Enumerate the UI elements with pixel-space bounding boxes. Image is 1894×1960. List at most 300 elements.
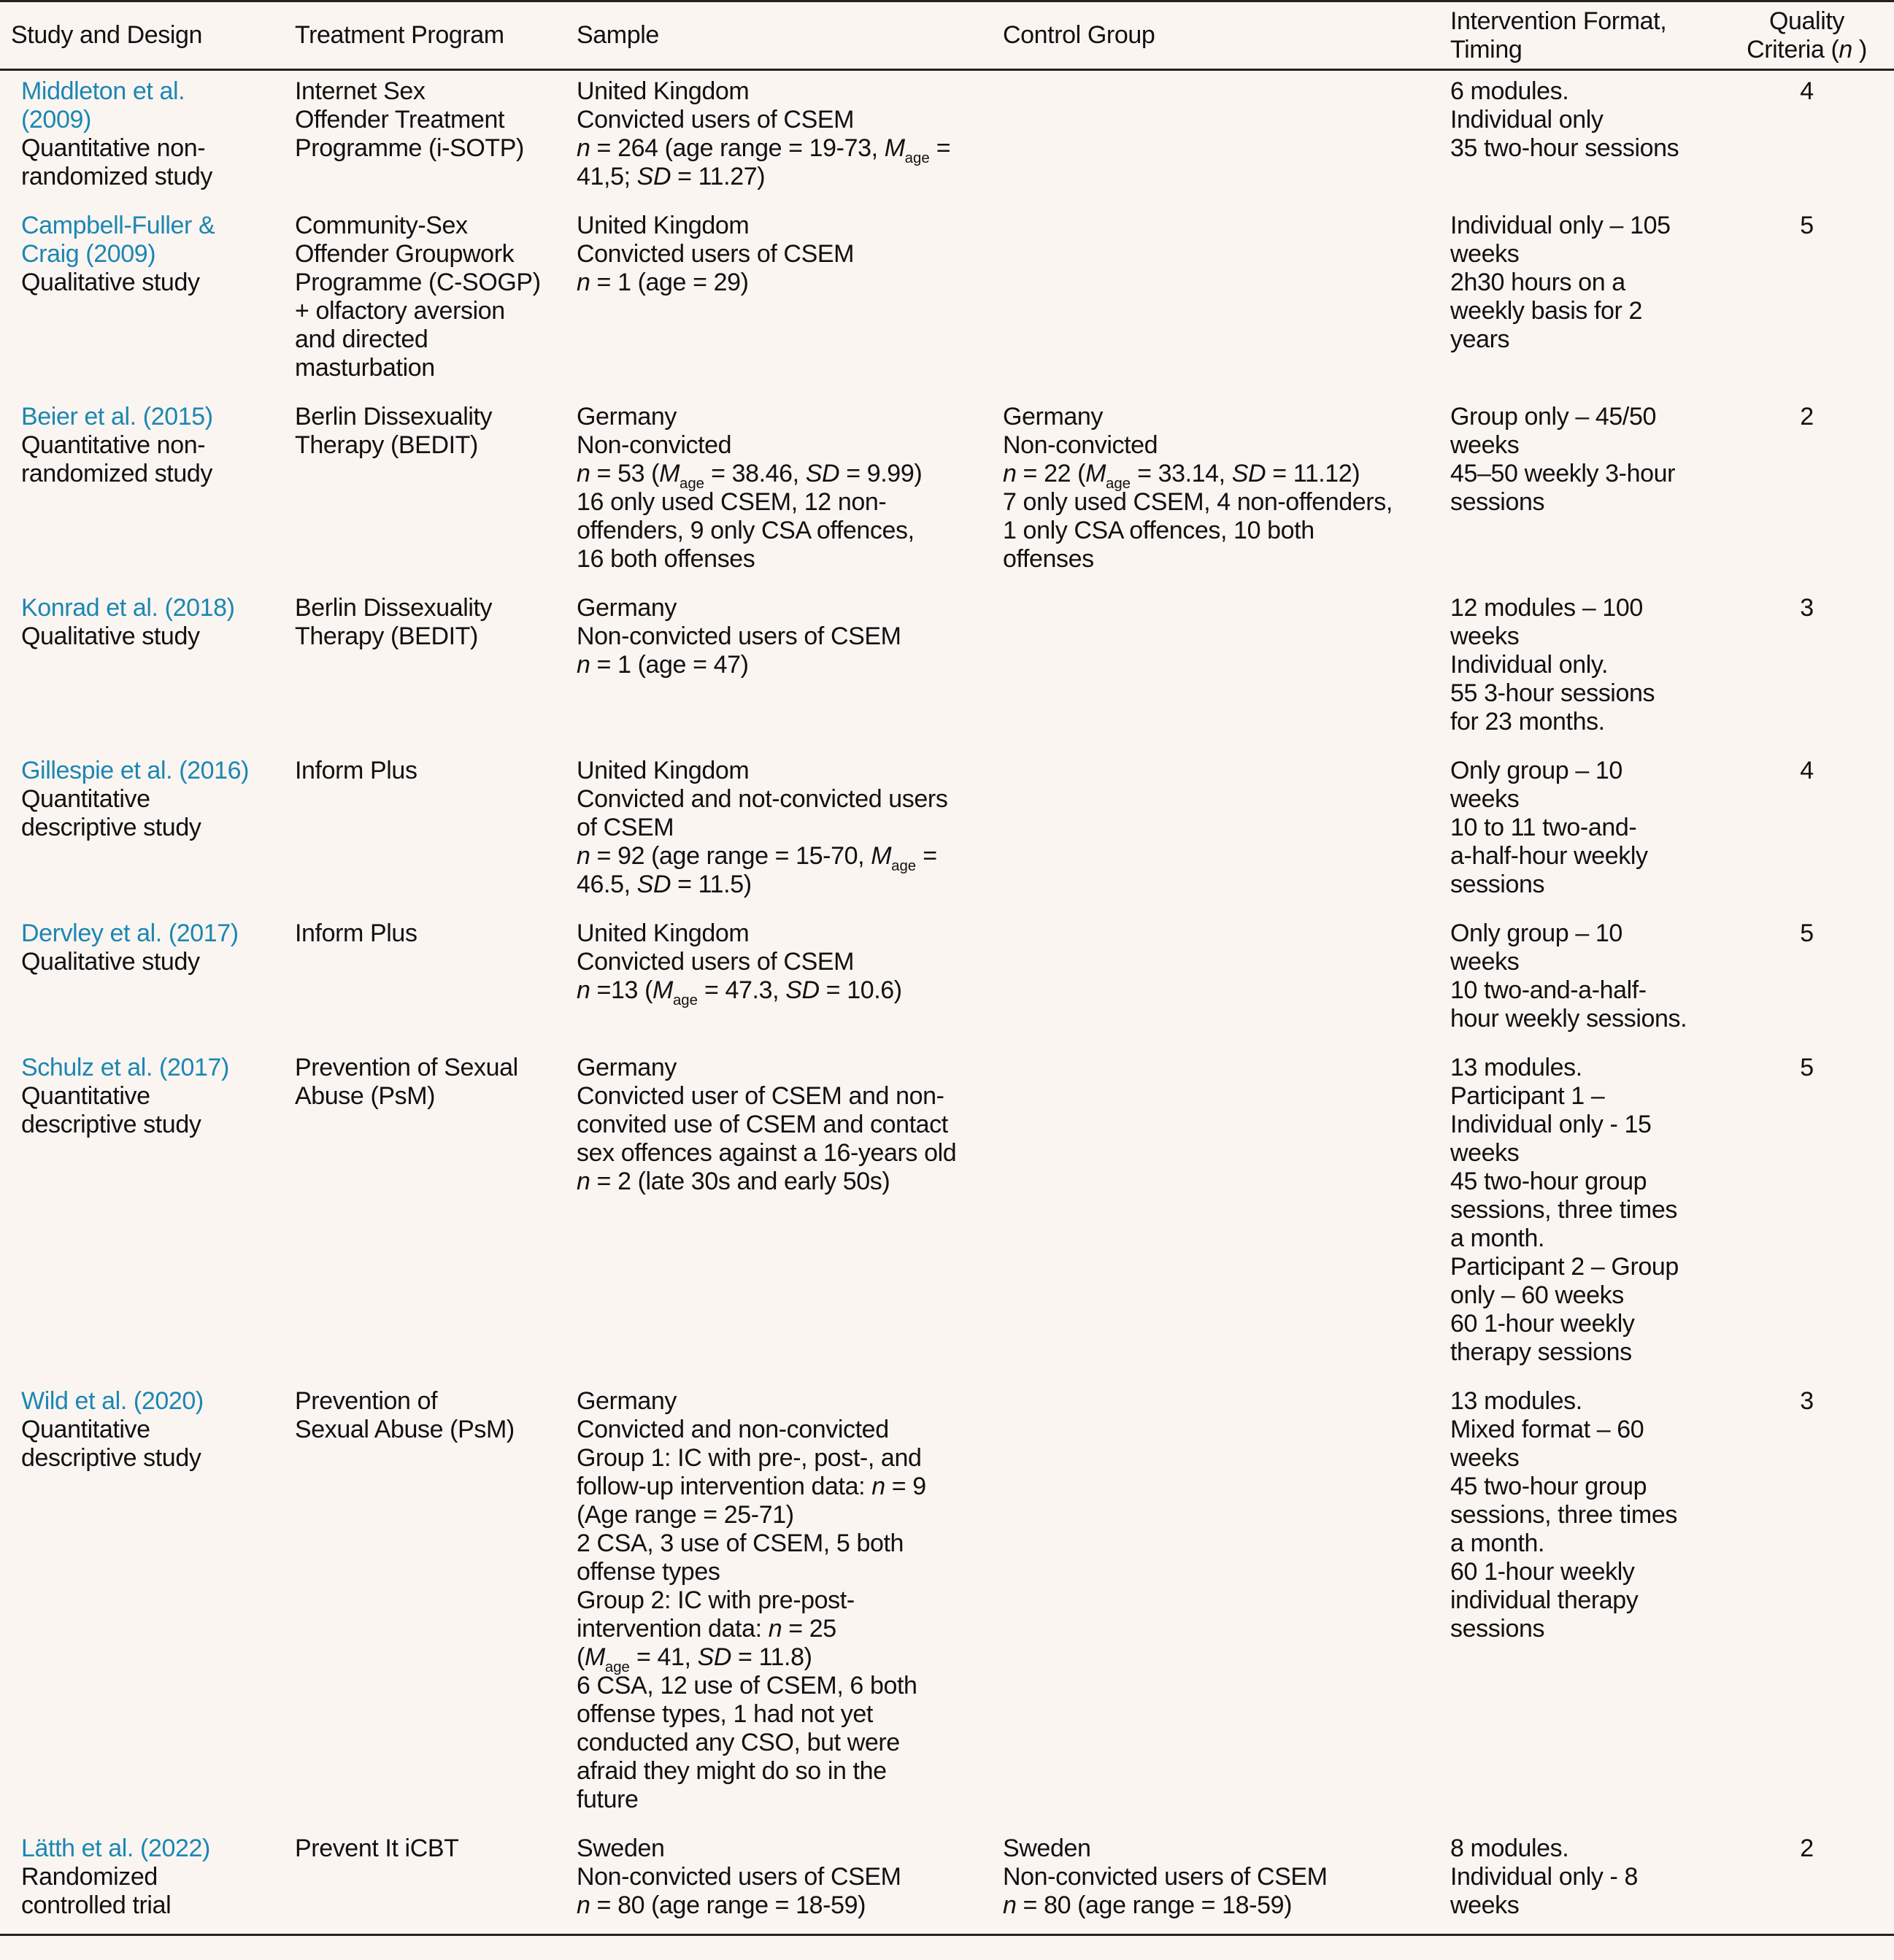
cell-line: Offender Groupwork	[295, 240, 515, 268]
cell-line: afraid they might do so in the	[577, 1757, 887, 1785]
text-segment: = 11.12)	[1266, 460, 1360, 487]
cell-line: Prevention of	[295, 1387, 438, 1415]
intervention-format-cell	[1440, 1828, 1730, 1935]
italic-symbol: n	[577, 134, 590, 162]
text-segment: = 2 (late 30s and early 50s)	[590, 1168, 890, 1195]
study-reference-link[interactable]	[21, 212, 285, 269]
cell-line	[577, 1643, 993, 1676]
cell-line: weeks	[1450, 1139, 1520, 1167]
study-design-cell	[0, 913, 285, 1047]
italic-symbol: SD	[1231, 460, 1266, 487]
cell-line	[577, 1615, 993, 1643]
italic-symbol: n	[1003, 460, 1017, 487]
sample-cell	[566, 70, 993, 206]
cell-line: sex offences against a 16-years old	[577, 1139, 957, 1167]
text-segment: follow-up intervention data:	[577, 1473, 872, 1500]
sample-cell	[566, 750, 993, 913]
italic-symbol: n	[1839, 35, 1852, 63]
cell-line: conducted any CSO, but were	[577, 1729, 900, 1756]
study-design-cell	[0, 1381, 285, 1828]
treatment-program-cell	[285, 913, 566, 1047]
cell-line: therapy sessions	[1450, 1338, 1632, 1366]
cell-line: weeks	[1450, 622, 1520, 650]
italic-symbol: n	[577, 842, 590, 870]
header-label: Study and Design	[11, 21, 202, 49]
cell-line: Berlin Dissexuality	[295, 594, 493, 622]
table-row	[0, 587, 1894, 750]
italic-symbol: n	[577, 651, 590, 679]
cell-line: individual therapy	[1450, 1586, 1639, 1614]
cell-line	[577, 1891, 993, 1920]
text-segment: = 25	[782, 1615, 836, 1643]
cell-line	[577, 1168, 993, 1196]
study-reference-link[interactable]	[21, 77, 285, 134]
cell-line: 7 only used CSEM, 4 non-offenders,	[1003, 488, 1393, 516]
cell-line: sessions, three times	[1450, 1501, 1677, 1529]
cell-line[interactable]: Lätth et al. (2022)	[21, 1834, 210, 1862]
cell-line	[577, 842, 993, 875]
cell-line: Qualitative study	[21, 948, 200, 976]
text-segment: = 9	[885, 1473, 926, 1500]
cell-line: a-half-hour weekly	[1450, 842, 1648, 870]
text-segment: = 38.46,	[704, 460, 806, 487]
cell-line: Non-convicted users of CSEM	[1003, 1863, 1328, 1891]
intervention-format-cell	[1440, 913, 1730, 1047]
table-row	[0, 396, 1894, 587]
cell-line: Qualitative study	[21, 622, 200, 650]
quality-criteria-cell: 5	[1800, 919, 1814, 947]
cell-line[interactable]: Gillespie et al. (2016)	[21, 757, 250, 784]
cell-line: randomized study	[21, 460, 212, 487]
italic-symbol: SD	[697, 1643, 732, 1671]
text-segment: = 264 (age range = 19-73,	[590, 134, 885, 162]
text-segment: intervention data:	[577, 1615, 769, 1643]
subscript: age	[672, 992, 698, 1009]
cell-line: descriptive study	[21, 814, 201, 841]
cell-line	[577, 871, 993, 899]
cell-line: a month.	[1450, 1529, 1545, 1557]
text-segment: = 80 (age range = 18-59)	[590, 1891, 866, 1919]
cell-line: offense types, 1 had not yet	[577, 1700, 873, 1728]
cell-line: Convicted and not-convicted users	[577, 785, 948, 813]
study-reference-link[interactable]	[21, 1834, 285, 1863]
treatment-program-cell	[285, 396, 566, 587]
cell-line: Abuse (PsM)	[295, 1082, 436, 1110]
cell-line: 60 1-hour weekly	[1450, 1558, 1635, 1586]
table-row	[0, 1047, 1894, 1381]
cell-line: 10 two-and-a-half-	[1450, 976, 1647, 1004]
cell-line: Group only – 45/50	[1450, 403, 1656, 431]
cell-line[interactable]: Dervley et al. (2017)	[21, 919, 239, 947]
cell-line: offense types	[577, 1558, 720, 1586]
cell-line: Therapy (BEDIT)	[295, 622, 478, 650]
quality-criteria-cell: 4	[1800, 77, 1814, 105]
cell-line: Germany	[577, 403, 677, 431]
table-row	[0, 1381, 1894, 1828]
cell-line[interactable]: Konrad et al. (2018)	[21, 594, 235, 622]
study-reference-link[interactable]	[21, 403, 285, 431]
treatment-program-cell	[285, 750, 566, 913]
study-design-cell	[0, 205, 285, 396]
italic-symbol: M	[1085, 460, 1106, 487]
table-body	[0, 70, 1894, 1935]
sample-cell	[566, 1047, 993, 1381]
quality-criteria-cell: 2	[1800, 403, 1814, 431]
intervention-format-cell	[1440, 587, 1730, 750]
cell-line: Quantitative	[21, 785, 150, 813]
study-reference-link[interactable]	[21, 1054, 285, 1082]
italic-symbol: n	[1003, 1891, 1017, 1919]
cell-line: 16 both offenses	[577, 545, 755, 573]
cell-line: 45 two-hour group	[1450, 1473, 1647, 1500]
intervention-format-cell	[1440, 396, 1730, 587]
cell-line: Germany	[577, 1387, 677, 1415]
table-row	[0, 750, 1894, 913]
cell-line: Convicted and non-convicted	[577, 1416, 889, 1443]
cell-line: Germany	[577, 1054, 677, 1081]
cell-line: Community-Sex	[295, 212, 468, 239]
study-reference-link[interactable]	[21, 1387, 285, 1416]
cell-line: 13 modules.	[1450, 1387, 1582, 1415]
cell-line: Therapy (BEDIT)	[295, 431, 478, 459]
study-design-cell	[0, 587, 285, 750]
study-reference-link[interactable]	[21, 757, 285, 785]
sample-cell	[566, 396, 993, 587]
cell-line	[577, 651, 993, 679]
treatment-program-cell	[285, 1381, 566, 1828]
cell-line: 2h30 hours on a	[1450, 269, 1625, 296]
subscript: age	[1106, 476, 1131, 493]
control-group-cell	[993, 913, 1440, 1047]
cell-line: Randomized	[21, 1863, 158, 1891]
italic-symbol: M	[652, 976, 673, 1004]
cell-line: weeks	[1450, 1444, 1520, 1472]
cell-line: 35 two-hour sessions	[1450, 134, 1679, 162]
cell-line: only – 60 weeks	[1450, 1281, 1624, 1309]
cell-line: 6 CSA, 12 use of CSEM, 6 both	[577, 1672, 917, 1699]
quality-criteria-cell: 5	[1800, 1054, 1814, 1081]
cell-line: United Kingdom	[577, 77, 750, 105]
text-segment: = 47.3,	[697, 976, 786, 1004]
cell-line: 45 two-hour group	[1450, 1168, 1647, 1195]
subscript: age	[891, 858, 917, 875]
treatment-program-cell	[285, 1047, 566, 1381]
italic-symbol: n	[577, 460, 590, 487]
cell-line: masturbation	[295, 354, 435, 382]
subscript: age	[680, 476, 705, 493]
table-header-row	[0, 1, 1894, 70]
cell-line: Non-convicted users of CSEM	[577, 622, 901, 650]
cell-line: United Kingdom	[577, 757, 750, 784]
cell-line[interactable]: Wild et al. (2020)	[21, 1387, 204, 1415]
text-segment: )	[1852, 35, 1867, 63]
intervention-format-cell	[1440, 70, 1730, 206]
cell-line: future	[577, 1786, 639, 1813]
italic-symbol: M	[659, 460, 680, 487]
text-segment: =	[929, 134, 951, 162]
cell-line: Quality	[1768, 7, 1845, 35]
intervention-format-cell	[1440, 1381, 1730, 1828]
cell-line: Qualitative study	[21, 269, 200, 296]
cell-line: 45–50 weekly 3-hour	[1450, 460, 1676, 487]
cell-line: weeks	[1450, 1891, 1520, 1919]
cell-line: Sweden	[577, 1834, 665, 1862]
italic-symbol: M	[884, 134, 905, 162]
cell-line: controlled trial	[21, 1891, 172, 1919]
text-segment: Criteria (	[1747, 35, 1839, 63]
table-row	[0, 70, 1894, 206]
subscript: age	[604, 1659, 630, 1676]
text-segment: =	[916, 842, 937, 870]
intervention-format-cell	[1440, 1047, 1730, 1381]
cell-line: offenses	[1003, 545, 1094, 573]
table-row	[0, 913, 1894, 1047]
cell-line: 13 modules.	[1450, 1054, 1582, 1081]
cell-line: 60 1-hour weekly	[1450, 1310, 1635, 1338]
cell-line: 1 only CSA offences, 10 both	[1003, 517, 1314, 544]
italic-symbol: M	[584, 1643, 605, 1671]
header-intervention-format	[1440, 1, 1730, 70]
cell-line	[1730, 36, 1884, 64]
cell-line: Individual only - 8	[1450, 1863, 1638, 1891]
treatment-program-cell	[285, 70, 566, 206]
cell-line: weeks	[1450, 785, 1520, 813]
cell-line: weeks	[1450, 431, 1520, 459]
cell-line: randomized study	[21, 163, 212, 190]
cell-line: sessions	[1450, 871, 1545, 898]
cell-line: Programme (i-SOTP)	[295, 134, 524, 162]
cell-line: Individual only – 105	[1450, 212, 1671, 239]
cell-line: Convicted users of CSEM	[577, 240, 855, 268]
cell-line: Convicted users of CSEM	[577, 106, 855, 134]
cell-line: years	[1450, 325, 1510, 353]
text-segment: = 11.5)	[671, 871, 752, 898]
cell-line	[577, 976, 993, 1009]
quality-criteria-cell: 3	[1800, 1387, 1814, 1415]
text-segment: = 80 (age range = 18-59)	[1016, 1891, 1293, 1919]
cell-line: weeks	[1450, 240, 1520, 268]
intervention-format-cell	[1440, 205, 1730, 396]
cell-line	[577, 163, 993, 191]
sample-cell	[566, 205, 993, 396]
text-segment: 41,5;	[577, 163, 637, 190]
italic-symbol: n	[871, 1473, 885, 1500]
sample-cell	[566, 1381, 993, 1828]
cell-line: Only group – 10	[1450, 757, 1622, 784]
sample-cell	[566, 913, 993, 1047]
treatment-program-cell	[285, 205, 566, 396]
study-design-cell	[0, 1828, 285, 1935]
header-control-group	[993, 1, 1440, 70]
control-group-cell	[993, 750, 1440, 913]
cell-line: Germany	[1003, 403, 1104, 431]
italic-symbol: n	[768, 1615, 782, 1643]
control-group-cell	[993, 1047, 1440, 1381]
italic-symbol: SD	[636, 871, 671, 898]
text-segment: = 10.6)	[819, 976, 902, 1004]
control-group-cell	[993, 587, 1440, 750]
cell-line: Group 1: IC with pre-, post-, and	[577, 1444, 922, 1472]
control-group-cell	[993, 70, 1440, 206]
italic-symbol: SD	[805, 460, 840, 487]
cell-line: (Age range = 25-71)	[577, 1501, 794, 1529]
header-label: Control Group	[1003, 21, 1155, 49]
study-design-cell	[0, 396, 285, 587]
sample-cell	[566, 1828, 993, 1935]
cell-line: United Kingdom	[577, 212, 750, 239]
cell-line: Individual only	[1450, 106, 1604, 134]
text-segment: = 22 (	[1016, 460, 1086, 487]
cell-line: sessions	[1450, 488, 1545, 516]
cell-line: 2 CSA, 3 use of CSEM, 5 both	[577, 1529, 904, 1557]
cell-line: Inform Plus	[295, 919, 417, 947]
text-segment: (	[577, 1643, 585, 1671]
quality-criteria-cell: 5	[1800, 212, 1814, 239]
cell-line: Non-convicted	[577, 431, 732, 459]
cell-line: Prevention of Sexual	[295, 1054, 518, 1081]
cell-line: Inform Plus	[295, 757, 417, 784]
cell-line: Germany	[577, 594, 677, 622]
study-reference-link[interactable]	[21, 594, 285, 622]
text-segment: = 1 (age = 29)	[590, 269, 749, 296]
cell-line: Non-convicted	[1003, 431, 1158, 459]
cell-line: Berlin Dissexuality	[295, 403, 493, 431]
cell-line: Quantitative	[21, 1416, 150, 1443]
text-segment: =13 (	[590, 976, 653, 1004]
text-segment: = 41,	[629, 1643, 698, 1671]
cell-line: Offender Treatment	[295, 106, 504, 134]
cell-line: Sweden	[1003, 1834, 1091, 1862]
cell-line: Convicted users of CSEM	[577, 948, 855, 976]
cell-line: for 23 months.	[1450, 708, 1605, 736]
control-group-cell	[993, 205, 1440, 396]
header-sample	[566, 1, 993, 70]
control-group-cell	[993, 1828, 1440, 1935]
italic-symbol: n	[577, 976, 590, 1004]
cell-line: Individual only - 15	[1450, 1111, 1652, 1138]
text-segment: 46.5,	[577, 871, 637, 898]
study-design-cell	[0, 1047, 285, 1381]
italic-symbol: n	[577, 269, 590, 296]
cell-line: Participant 1 –	[1450, 1082, 1605, 1110]
cell-line: Programme (C-SOGP)	[295, 269, 541, 296]
header-treatment-program	[285, 1, 566, 70]
cell-line: Only group – 10	[1450, 919, 1622, 947]
study-design-cell	[0, 70, 285, 206]
cell-line: Internet Sex	[295, 77, 426, 105]
cell-line	[577, 269, 993, 297]
text-segment: = 53 (	[590, 460, 660, 487]
header-study-design	[0, 1, 285, 70]
cell-line[interactable]: Beier et al. (2015)	[21, 403, 213, 431]
cell-line: Quantitative non-	[21, 134, 206, 162]
treatment-program-cell	[285, 1828, 566, 1935]
cell-line: and directed	[295, 325, 428, 353]
control-group-cell	[993, 1381, 1440, 1828]
cell-line: a month.	[1450, 1224, 1545, 1252]
text-segment: = 11.8)	[731, 1643, 812, 1671]
cell-line: Non-convicted users of CSEM	[577, 1863, 901, 1891]
cell-line: offenders, 9 only CSA offences,	[577, 517, 915, 544]
cell-line: Participant 2 – Group	[1450, 1253, 1679, 1281]
cell-line: descriptive study	[21, 1444, 201, 1472]
cell-line: 8 modules.	[1450, 1834, 1569, 1862]
cell-line: Prevent It iCBT	[295, 1834, 459, 1862]
cell-line	[1003, 1891, 1440, 1920]
quality-criteria-cell: 3	[1800, 594, 1814, 622]
cell-line: sessions, three times	[1450, 1196, 1677, 1224]
text-segment: = 92 (age range = 15-70,	[590, 842, 871, 870]
italic-symbol: SD	[785, 976, 820, 1004]
header-label: Treatment Program	[295, 21, 504, 49]
table-row	[0, 1828, 1894, 1935]
cell-line	[577, 134, 993, 167]
cell-line: weeks	[1450, 948, 1520, 976]
italic-symbol: SD	[636, 163, 671, 190]
cell-line: 16 only used CSEM, 12 non-	[577, 488, 887, 516]
italic-symbol: n	[577, 1891, 590, 1919]
cell-line: Sexual Abuse (PsM)	[295, 1416, 515, 1443]
intervention-format-cell	[1440, 750, 1730, 913]
cell-line: descriptive study	[21, 1111, 201, 1138]
cell-line[interactable]: Craig (2009)	[21, 240, 156, 268]
subscript: age	[904, 150, 930, 167]
header-quality-criteria	[1730, 1, 1894, 70]
cell-line: Quantitative non-	[21, 431, 206, 459]
cell-line: Convicted user of CSEM and non-	[577, 1082, 944, 1110]
quality-criteria-cell: 4	[1800, 757, 1814, 784]
cell-line	[577, 460, 993, 493]
cell-line[interactable]: Campbell-Fuller &	[21, 212, 215, 239]
study-design-cell	[0, 750, 285, 913]
cell-line: Individual only.	[1450, 651, 1608, 679]
cell-line: Mixed format – 60	[1450, 1416, 1644, 1443]
cell-line: 10 to 11 two-and-	[1450, 814, 1637, 841]
study-reference-link[interactable]	[21, 919, 285, 948]
cell-line[interactable]: Middleton et al.	[21, 77, 185, 105]
text-segment: = 11.27)	[671, 163, 766, 190]
cell-line: sessions	[1450, 1615, 1545, 1643]
italic-symbol: M	[871, 842, 892, 870]
cell-line	[1003, 460, 1440, 493]
cell-line: Timing	[1450, 35, 1522, 63]
italic-symbol: n	[577, 1168, 590, 1195]
control-group-cell	[993, 396, 1440, 587]
cell-line: + olfactory aversion	[295, 297, 505, 325]
cell-line	[577, 1473, 993, 1501]
sample-cell	[566, 587, 993, 750]
text-segment: = 33.14,	[1131, 460, 1232, 487]
cell-line: convited use of CSEM and contact	[577, 1111, 948, 1138]
text-segment: = 1 (age = 47)	[590, 651, 749, 679]
cell-line: hour weekly sessions.	[1450, 1005, 1687, 1033]
cell-line[interactable]: Schulz et al. (2017)	[21, 1054, 229, 1081]
cell-line: of CSEM	[577, 814, 674, 841]
cell-line: Intervention Format,	[1450, 7, 1667, 35]
cell-line: weekly basis for 2	[1450, 297, 1643, 325]
cell-line: Group 2: IC with pre-post-	[577, 1586, 855, 1614]
cell-line: 55 3-hour sessions	[1450, 679, 1655, 707]
cell-line: 6 modules.	[1450, 77, 1569, 105]
header-label: Sample	[577, 21, 659, 49]
cell-line[interactable]: (2009)	[21, 106, 91, 134]
quality-criteria-cell: 2	[1800, 1834, 1814, 1862]
text-segment: = 9.99)	[839, 460, 923, 487]
table-row	[0, 205, 1894, 396]
cell-line: 12 modules – 100	[1450, 594, 1643, 622]
cell-line: Quantitative	[21, 1082, 150, 1110]
cell-line: United Kingdom	[577, 919, 750, 947]
